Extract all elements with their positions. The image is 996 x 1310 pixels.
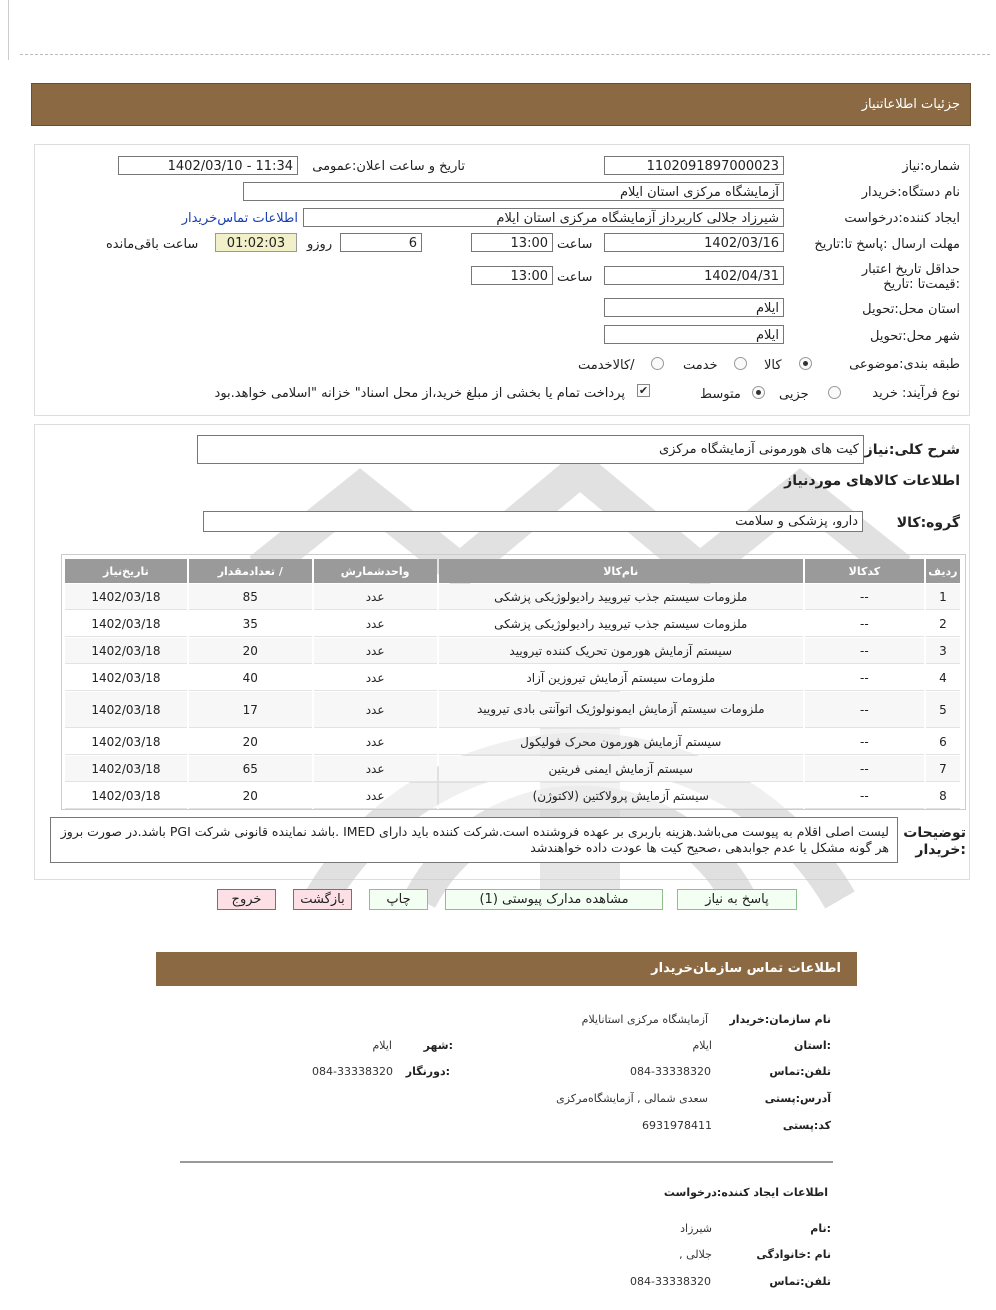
cell-name: سیستم آزمایش پرولاکتین (لاکتوژن) [439,783,803,809]
payment-text: پرداخت تمام یا بخشی از مبلغ خرید،از محل اسناد" خزانه "اسلامی خواهد.بود [214,386,625,401]
col-header-row: ردیف [926,559,960,583]
cell-code: -- [805,692,924,728]
table-row [65,611,960,637]
cell-name: سیستم آزمایش ایمنی فریتین [439,756,803,782]
cell-qty: 20 [189,729,312,755]
category-label: طبقه بندی:موضوعی [849,357,960,372]
col-header-unit: واحدشمارش [314,559,437,583]
deadline-date-field: 1402/03/16 [604,233,784,252]
cell-name: ملزومات سیستم جذب تیرویید رادیولوژیکی پزشکی [439,584,803,610]
cell-name: ملزومات سیستم آزمایش ایمونولوژیک اتوآنتی بادی تیرویید [439,692,803,728]
deadline-time-field: 13:00 [471,233,553,252]
cell-unit: عدد [314,665,437,691]
validity-time-label: ساعت [557,270,593,285]
view-documents-button[interactable]: مشاهده مدارک پیوستی (1) [445,889,663,910]
cell-date: 1402/03/18 [65,611,187,637]
cell-row: 3 [926,638,960,664]
contact-phone-label: تلفن:تماس [769,1065,831,1078]
category-radio-goods[interactable] [799,357,812,370]
validity-time-field: 13:00 [471,266,553,285]
cell-name: ملزومات سیستم جذب تیرویید رادیولوژیکی پزشکی [439,611,803,637]
table-row [65,638,960,664]
cell-unit: عدد [314,729,437,755]
cell-date: 1402/03/18 [65,783,187,809]
creator-phone-label: تلفن:تماس [769,1275,831,1288]
col-header-name: نام‌کالا [439,559,803,583]
city-field: ایلام [604,325,784,344]
contact-city-label: :شهر [423,1039,453,1052]
cell-name: سیستم آزمایش هورمون محرک فولیکول [439,729,803,755]
cell-qty: 85 [189,584,312,610]
creator-field: شیرزاد جلالی کاربرداز آزمایشگاه مرکزی استان ایلام [303,208,784,227]
days-field: 6 [340,233,422,252]
goods-section-title: اطلاعات کالاهای موردنیاز [784,473,960,489]
cell-code: -- [805,665,924,691]
contact-phone-value: 084-33338320 [630,1065,711,1078]
items-table-header [65,559,960,583]
days-label: روزو [307,237,333,252]
remaining-label: ساعت باقی‌مانده [106,237,199,252]
cell-date: 1402/03/18 [65,756,187,782]
city-label: شهر محل:تحویل [870,329,960,344]
cell-row: 4 [926,665,960,691]
cell-qty: 35 [189,611,312,637]
need-number-field: 1102091897000023 [604,156,784,175]
cell-date: 1402/03/18 [65,638,187,664]
cell-qty: 40 [189,665,312,691]
contact-org-value: آزمایشگاه مرکزی استانایلام [581,1013,708,1026]
cell-qty: 20 [189,638,312,664]
contact-org-label: نام سازمان:خریدار [729,1013,831,1026]
summary-field: کیت های هورمونی آزمایشگاه مرکزی [197,435,864,464]
need-number-label: شماره:نیاز [902,159,960,174]
contact-address-value: سعدی شمالی , آزمایشگاه‌مرکزی [556,1092,708,1105]
validity-label: حداقل تاریخ اعتبار :قیمت‌تا :تاریخ [861,262,960,292]
cell-date: 1402/03/18 [65,729,187,755]
creator-label: ایجاد کننده:درخواست [844,211,960,226]
payment-checkbox[interactable]: ✔ [638,384,649,397]
contact-city-value: ایلام [372,1039,392,1052]
cell-unit: عدد [314,638,437,664]
cell-name: سیستم آزمایش هورمون تحریک کننده تیرویید [439,638,803,664]
cell-unit: عدد [314,692,437,728]
cell-qty: 65 [189,756,312,782]
buyer-org-field: آزمایشگاه مرکزی استان ایلام [243,182,784,201]
group-label: گروه:کالا [896,515,960,531]
cell-row: 2 [926,611,960,637]
group-field: دارو، پزشکی و سلامت [203,511,863,532]
province-field: ایلام [604,298,784,317]
table-row [65,665,960,691]
cell-name: ملزومات سیستم آزمایش تیروزین آزاد [439,665,803,691]
buyer-contact-link[interactable]: اطلاعات تماس‌خریدار [181,211,298,226]
contact-address-label: آدرس:پستی [764,1092,831,1105]
cell-row: 7 [926,756,960,782]
validity-date-field: 1402/04/31 [604,266,784,285]
col-header-code: کدکالا [805,559,924,583]
process-radio-medium[interactable] [752,386,765,399]
creator-phone-value: 084-33338320 [630,1275,711,1288]
category-option-goods: کالا [764,358,782,373]
cell-code: -- [805,584,924,610]
announce-label: تاریخ و ساعت اعلان:عمومی [312,159,465,174]
page-title-bar [31,83,971,126]
cell-code: -- [805,756,924,782]
contact-fax-label: :دورنگار [405,1065,450,1078]
deadline-label: مهلت ارسال :پاسخ تا:تاریخ [814,237,960,252]
buyer-org-label: نام دستگاه:خریدار [861,185,960,200]
contact-postal-value: 6931978411 [642,1119,712,1132]
process-radio-minor[interactable] [828,386,841,399]
cell-row: 5 [926,692,960,728]
notes-field: لیست اصلی اقلام به پیوست می‌باشد.هزینه باربری بر عهده فروشنده است.شرکت کننده باید دارای IMED .باشد نماینده قانونی شرکت PGI باشد.در صورت بروز هر گونه مشکل یا عدم جوابدهی ،صحیح کیت ها عودت داده خواهندشد [50,817,898,863]
col-header-qty: / تعدادمقدار [189,559,312,583]
cell-code: -- [805,638,924,664]
reply-button[interactable]: پاسخ به نیاز [677,889,797,910]
category-option-both: /کالاخدمت [578,358,635,373]
notes-label: توضیحات :خریدار [903,825,966,858]
creator-name-label: :نام [810,1222,831,1235]
cell-row: 6 [926,729,960,755]
page-top-divider [20,54,990,55]
table-row [65,756,960,782]
cell-unit: عدد [314,611,437,637]
category-radio-service[interactable] [734,357,747,370]
table-row [65,692,960,728]
cell-qty: 20 [189,783,312,809]
contact-divider [180,1161,833,1163]
province-label: استان محل:تحویل [862,302,960,317]
table-row [65,584,960,610]
cell-unit: عدد [314,783,437,809]
cell-code: -- [805,611,924,637]
cell-unit: عدد [314,584,437,610]
table-row [65,783,960,809]
cell-code: -- [805,729,924,755]
back-button[interactable]: بازگشت [293,889,352,910]
cell-qty: 17 [189,692,312,728]
remaining-timer: 01:02:03 [215,233,297,252]
contact-title: اطلاعات تماس سازمان‌خریدار [651,961,841,976]
creator-family-value: جلالی , [679,1248,712,1261]
category-option-service: خدمت [683,358,718,373]
page-left-rule [8,0,9,60]
cell-code: -- [805,783,924,809]
contact-postal-label: کد:پستی [782,1119,831,1132]
contact-fax-value: 084-33338320 [312,1065,393,1078]
creator-name-value: شیرزاد [680,1222,712,1235]
process-option-minor: جزیی [779,387,809,402]
category-radio-both[interactable] [651,357,664,370]
table-row [65,729,960,755]
cell-unit: عدد [314,756,437,782]
announce-field: 1402/03/10 - 11:34 [118,156,298,175]
items-table [63,558,962,810]
process-option-medium: متوسط [700,387,741,402]
summary-label: شرح کلی:نیاز [864,442,960,458]
cell-date: 1402/03/18 [65,584,187,610]
deadline-time-label: ساعت [557,237,593,252]
process-label: نوع فرآیند: خرید [872,386,960,401]
creator-info-title: اطلاعات ایجاد کننده:درخواست [663,1186,828,1199]
cell-date: 1402/03/18 [65,692,187,728]
print-button[interactable]: چاپ [369,889,428,910]
contact-title-bar [156,952,857,986]
exit-button[interactable]: خروج [217,889,276,910]
cell-row: 8 [926,783,960,809]
cell-row: 1 [926,584,960,610]
contact-province-label: :استان [794,1039,831,1052]
creator-family-label: نام :خانوادگی [756,1248,831,1261]
contact-province-value: ایلام [692,1039,712,1052]
col-header-date: تاریخ‌نیاز [65,559,187,583]
cell-date: 1402/03/18 [65,665,187,691]
breadcrumb: جزئیات اطلاعاتنیاز [861,97,960,112]
